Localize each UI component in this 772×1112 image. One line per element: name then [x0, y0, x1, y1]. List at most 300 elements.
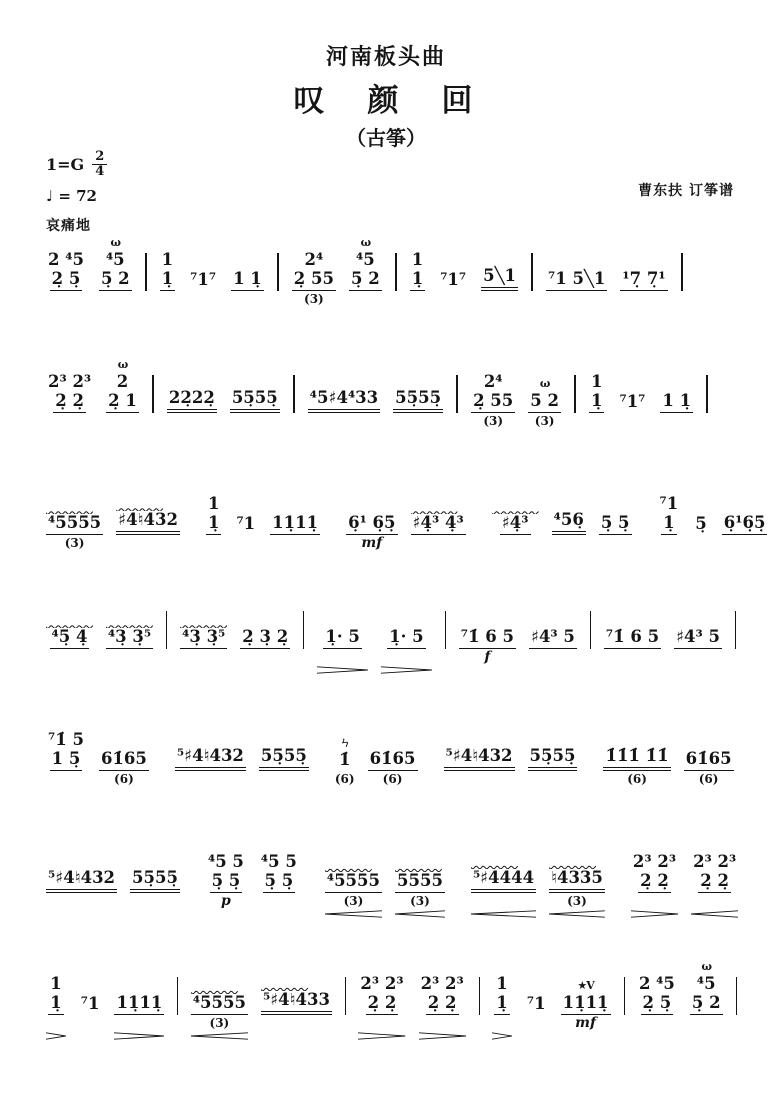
- note-digits: [525, 995, 548, 1014]
- ornament-slot: [636, 732, 639, 747]
- system-4: [46, 602, 736, 674]
- note-row: ⁷1̇ 5: [48, 729, 84, 749]
- note-group: [99, 735, 149, 795]
- barline: [293, 375, 295, 413]
- note-group: [240, 613, 290, 673]
- note-group: [191, 983, 248, 1039]
- time-signature: [92, 150, 107, 178]
- note-digits: [674, 628, 722, 648]
- hairpin-slot: [410, 308, 425, 316]
- note-row: ⁵♯4444: [471, 869, 536, 892]
- ornament-slot: [551, 732, 554, 747]
- ornament-slot: [614, 499, 617, 514]
- barline: [590, 611, 591, 649]
- tuplet-label: (3): [209, 1015, 230, 1030]
- hairpin-slot: [79, 1032, 102, 1040]
- note-row: ⁴5: [105, 250, 125, 269]
- note-group: [270, 499, 320, 559]
- ornament-slot: [294, 499, 297, 514]
- note-group: [599, 499, 632, 559]
- ornament-slot: [631, 378, 634, 393]
- tuplet-label: (3): [534, 413, 555, 428]
- ornament-slot: [343, 374, 346, 389]
- note-group: [604, 613, 661, 673]
- below-slot: [652, 893, 656, 910]
- below-slot: [440, 1015, 444, 1032]
- note-digits: [358, 975, 405, 1015]
- note-digits: [160, 251, 175, 291]
- hairpin-slot: [444, 788, 515, 796]
- tuplet-label: (3): [304, 291, 324, 306]
- note-row: 1: [411, 250, 424, 269]
- note-row: 11̣11̣: [561, 994, 611, 1014]
- below-slot: [67, 413, 71, 430]
- system-2: [46, 358, 736, 438]
- hairpin-slot: [259, 788, 309, 796]
- below-slot: [696, 649, 700, 666]
- note-digits: [620, 270, 667, 290]
- note-group: [106, 358, 139, 438]
- note-digits: [46, 869, 117, 892]
- hairpin-slot: [99, 788, 149, 796]
- note-group: [658, 480, 681, 560]
- note-digits: [46, 514, 103, 534]
- note-digits: [188, 271, 218, 290]
- note-digits: [270, 514, 320, 534]
- hairpin-slot: [411, 552, 466, 560]
- barline: [303, 611, 304, 649]
- ornament-slot: [567, 496, 570, 511]
- ornament-slot: [65, 236, 68, 251]
- note-row: ⁵♯4♮432: [46, 869, 117, 892]
- note-digits: [206, 853, 246, 893]
- arranger-credit: 曹东扶 订筝谱: [638, 183, 734, 199]
- note-row: 2 ⁴5: [638, 973, 675, 993]
- crescendo-hairpin: [471, 910, 536, 918]
- note-row: ⁵♯4♮433: [261, 991, 332, 1014]
- note-row: 1̣· 5: [387, 628, 425, 648]
- below-slot: [550, 771, 554, 788]
- note-group: [230, 374, 280, 437]
- below-slot: [595, 413, 599, 430]
- note-group: [684, 735, 734, 795]
- hairpin-slot: [308, 430, 380, 438]
- key-signature: [46, 150, 107, 178]
- note-row: ♯4̣³: [500, 514, 531, 534]
- below-slot: [699, 535, 703, 552]
- note-row: ⁴5: [355, 250, 375, 269]
- note-row: 5╲1: [481, 267, 518, 290]
- ornament-slot: [675, 377, 678, 392]
- note-group: [175, 732, 246, 795]
- hairpin-slot: [46, 430, 93, 438]
- note-row: ♯4³ 5: [674, 628, 722, 648]
- hairpin-slot: [393, 430, 443, 438]
- score-systems: [36, 236, 766, 1040]
- note-row: 61̇65: [368, 750, 418, 770]
- note-digits: [561, 994, 611, 1014]
- barline: [445, 611, 446, 649]
- ornament-mark: ★V: [577, 979, 594, 993]
- note-group: [180, 617, 227, 673]
- note-row: ⁴5555: [325, 872, 382, 892]
- ornament-slot: [416, 236, 419, 251]
- below-slot: [263, 649, 267, 666]
- ornament-mark: ㄣ: [339, 736, 350, 750]
- note-row: 5̣ 5̣: [263, 872, 296, 892]
- note-group: [79, 980, 102, 1039]
- ornament-slot: [89, 980, 92, 995]
- below-slot: [201, 291, 205, 308]
- below-slot: [244, 535, 248, 552]
- note-row: 55̣55̣: [130, 869, 180, 892]
- below-slot: [513, 535, 517, 552]
- ornament-slot: [138, 979, 141, 994]
- below-slot: [704, 1015, 708, 1032]
- note-group: [546, 255, 607, 315]
- note-digits: [691, 853, 738, 893]
- ornament-slot: [743, 499, 746, 514]
- ornament-slot: [697, 613, 700, 628]
- below-slot: [64, 291, 68, 308]
- hairpin-slot: [552, 552, 586, 560]
- crescendo-hairpin: [395, 910, 445, 918]
- note-digits: [444, 747, 515, 770]
- below-slot: [253, 413, 257, 430]
- note-group: [106, 617, 153, 673]
- hairpin-slot: [46, 308, 86, 316]
- ornament-slot: [80, 854, 83, 869]
- barline: [531, 253, 533, 291]
- system-6: [46, 838, 736, 918]
- note-group: [674, 613, 722, 673]
- note-row: 2³ 2³: [632, 851, 677, 871]
- diminuendo-hairpin: [317, 666, 368, 674]
- diminuendo-hairpin: [381, 666, 432, 674]
- note-digits: [325, 872, 382, 892]
- note-row: 2³ 2³: [693, 851, 737, 871]
- ornament-slot: [54, 960, 57, 975]
- note-digits: [79, 995, 102, 1014]
- note-group: [492, 503, 539, 559]
- note-group: [419, 960, 466, 1040]
- note-row: 1: [590, 371, 603, 391]
- note-group: [529, 613, 577, 673]
- hairpin-slot: [240, 666, 290, 674]
- note-group: [325, 861, 382, 917]
- below-slot: [342, 413, 346, 430]
- note-group: [693, 500, 708, 559]
- note-group: [620, 255, 667, 315]
- below-slot: [113, 291, 117, 308]
- note-row: 55̣55̣: [393, 389, 443, 412]
- below-slot: [742, 535, 746, 552]
- hairpin-slot: [130, 910, 180, 918]
- hairpin-slot: [599, 552, 632, 560]
- note-digits: [684, 750, 734, 770]
- note-digits: [99, 750, 149, 770]
- note-row: ⁷1⁷: [440, 270, 467, 290]
- note-digits: [471, 373, 515, 413]
- ornament-slot: [501, 960, 504, 975]
- ornament-slot: [225, 838, 228, 853]
- note-digits: [500, 514, 531, 534]
- ornament-slot: [246, 255, 249, 270]
- note-row: 1̣: [589, 392, 604, 412]
- note-group: [722, 499, 768, 559]
- note-group: [358, 960, 405, 1040]
- note-digits: [419, 975, 466, 1015]
- note-group: [46, 236, 86, 316]
- note-digits: [410, 251, 425, 291]
- note-row: 2̣ 5̣: [50, 270, 83, 290]
- note-row: 5̣: [695, 514, 707, 534]
- ornament-slot: [202, 256, 205, 271]
- note-digits: [346, 514, 397, 534]
- below-slot: [501, 893, 505, 910]
- note-group: [349, 236, 382, 316]
- ornament-mark: ω: [110, 236, 121, 249]
- hairpin-slot: [46, 788, 86, 796]
- note-group: [552, 496, 586, 559]
- dynamic-marking: mf: [575, 1014, 596, 1031]
- key-label: 1=G: [46, 154, 85, 174]
- hairpin-slot: [492, 552, 539, 560]
- hairpin-slot: [106, 430, 139, 438]
- note-group: [410, 236, 425, 316]
- note-digits: [494, 975, 509, 1015]
- barline: [395, 253, 397, 291]
- crescendo-hairpin: [691, 910, 738, 918]
- note-digits: [46, 251, 86, 291]
- note-digits: [549, 869, 605, 892]
- below-slot: [477, 771, 481, 788]
- note-group: [46, 854, 117, 917]
- hairpin-slot: [481, 308, 518, 316]
- note-row: 5̣ 2: [690, 994, 723, 1014]
- below-slot: [54, 1015, 58, 1032]
- dynamic-marking: mf: [361, 534, 383, 551]
- note-group: [46, 960, 66, 1040]
- hairpin-slot: [528, 430, 561, 438]
- barline: [456, 375, 458, 413]
- note-row: 55̣55̣: [230, 389, 280, 412]
- note-group: [444, 732, 515, 795]
- diminuendo-hairpin: [114, 1032, 164, 1040]
- system-3: [46, 480, 766, 560]
- note-digits: [191, 994, 248, 1014]
- note-digits: [231, 270, 264, 290]
- tuplet-label: (3): [64, 535, 85, 550]
- note-digits: [180, 628, 227, 648]
- note-row: 2̣ 2̣: [426, 994, 459, 1014]
- hairpin-slot: [617, 430, 647, 438]
- hairpin-slot: [546, 308, 607, 316]
- note-digits: [528, 747, 578, 770]
- note-group: [528, 377, 561, 437]
- below-slot: [137, 1015, 141, 1032]
- note-row: 1̣: [410, 270, 425, 290]
- ornament-mark: ω: [117, 357, 128, 371]
- note-row: ⁴5♯4⁴33: [308, 389, 380, 412]
- note-digits: [722, 514, 768, 534]
- note-group: [691, 838, 738, 918]
- note-digits: [292, 251, 336, 291]
- hairpin-slot: [261, 1032, 332, 1040]
- note-row: ⁴56̣: [552, 511, 586, 534]
- note-row: 2̣ 55: [471, 392, 515, 412]
- hairpin-slot: [292, 308, 336, 316]
- note-row: ⁴5̣ 4̣: [50, 628, 90, 648]
- note-row: ⁷1 5╲1: [546, 270, 607, 290]
- hairpin-slot: [46, 552, 103, 560]
- note-digits: [603, 747, 670, 770]
- note-row: 5̣ 5̣: [210, 872, 243, 892]
- below-slot: [88, 1015, 92, 1032]
- barline: [277, 253, 279, 291]
- note-row: 2̣ 1: [106, 392, 139, 412]
- note-digits: [528, 392, 561, 412]
- note-group: [292, 236, 336, 316]
- note-row: 11̣11̣: [114, 994, 164, 1014]
- note-row: ⁷1: [80, 994, 100, 1014]
- note-row: 6̣¹6̣5̣: [722, 514, 768, 534]
- note-group: [481, 252, 518, 315]
- hairpin-slot: [175, 788, 246, 796]
- barline: [166, 611, 167, 649]
- hairpin-slot: [693, 552, 708, 560]
- note-digits: [48, 975, 63, 1015]
- hairpin-slot: [529, 666, 577, 674]
- note-digits: [175, 747, 246, 770]
- note-row: ⁵♯4♮432: [175, 747, 246, 770]
- note-digits: [459, 628, 516, 648]
- tuplet-label: (6): [114, 771, 134, 786]
- hairpin-slot: [160, 308, 175, 316]
- note-group: [459, 613, 516, 673]
- note-row: 2̣ 55: [292, 270, 336, 290]
- ornament-slot: [277, 838, 280, 853]
- system-7: [46, 960, 736, 1040]
- note-group: [167, 374, 217, 437]
- note-digits: [130, 869, 180, 892]
- note-row: ⁷1̇ 6 5: [459, 628, 516, 648]
- ornament-slot: [370, 499, 373, 514]
- diminuendo-hairpin: [358, 1032, 405, 1040]
- note-digits: [206, 495, 221, 535]
- hairpin-slot: [231, 308, 264, 316]
- note-group: [308, 374, 380, 437]
- hairpin-slot: [46, 910, 117, 918]
- barline: [735, 611, 736, 649]
- ornament-slot: [486, 613, 489, 628]
- ornament-slot: [492, 358, 495, 373]
- note-digits: [411, 514, 466, 534]
- note-row: 2̣ 2̣: [638, 872, 671, 892]
- system-5: [46, 716, 736, 796]
- note-group: [46, 716, 86, 796]
- note-group: [492, 960, 512, 1040]
- tuplet-label: (6): [334, 771, 355, 786]
- below-slot: [642, 291, 646, 308]
- hairpin-slot: [206, 552, 221, 560]
- note-digits: [368, 750, 418, 770]
- note-group: [188, 256, 218, 315]
- ornament-slot: [166, 236, 169, 251]
- crescendo-hairpin: [325, 910, 382, 918]
- note-row: ⁷1: [236, 514, 256, 534]
- note-row: ⁵♯4♮432: [444, 747, 515, 770]
- below-slot: [451, 291, 455, 308]
- note-digits: [481, 267, 518, 290]
- note-row: ⁴3̣ 3̣⁵: [180, 628, 227, 648]
- tempo-marking: [46, 187, 107, 205]
- note-group: [438, 256, 468, 315]
- note-row: 55̣55̣: [259, 747, 309, 770]
- note-digits: [471, 869, 536, 892]
- below-slot: [534, 1015, 538, 1032]
- hairpin-slot: [180, 666, 227, 674]
- note-row: ♯4̣³ 4̣³: [411, 514, 466, 534]
- below-slot: [363, 291, 367, 308]
- note-group: [393, 374, 443, 437]
- ornament-slot: [417, 374, 420, 389]
- note-digits: [617, 393, 647, 412]
- tuplet-label: (3): [343, 893, 364, 908]
- hairpin-slot: [658, 552, 681, 560]
- note-row: 5̣ 2: [349, 270, 382, 290]
- note-group: [116, 500, 180, 559]
- note-row: ⁴5555: [191, 994, 248, 1014]
- ornament-slot: [212, 480, 215, 495]
- hairpin-slot: [259, 910, 299, 918]
- note-row: 1̣: [48, 994, 63, 1014]
- note-digits: [349, 251, 382, 291]
- note-digits: [658, 495, 681, 535]
- note-digits: [240, 628, 290, 648]
- note-row: ⁷1̇ 6 5: [604, 628, 661, 648]
- ornament-slot: [68, 358, 71, 373]
- note-group: [617, 378, 647, 437]
- note-digits: [116, 511, 180, 534]
- note-digits: [230, 389, 280, 412]
- note-row: 2³ 2³: [48, 371, 92, 391]
- below-slot: [120, 413, 124, 430]
- note-row: 1 1̣: [231, 270, 264, 290]
- below-slot: [551, 649, 555, 666]
- below-slot: [500, 1015, 504, 1032]
- note-group: [259, 732, 309, 795]
- note-row: 5 2: [528, 392, 561, 412]
- note-digits: [50, 628, 90, 648]
- below-slot: [713, 893, 717, 910]
- below-slot: [380, 1015, 384, 1032]
- note-group: [603, 732, 670, 795]
- note-row: ⁴5 5: [207, 851, 244, 871]
- tuplet-label: (3): [483, 413, 504, 428]
- barline: [706, 375, 708, 413]
- note-digits: [552, 511, 586, 534]
- note-row: 1 5̣: [50, 750, 83, 770]
- below-slot: [64, 771, 68, 788]
- note-row: ♯4³ 5: [529, 628, 577, 648]
- key-tempo-block: [46, 150, 107, 235]
- note-group: [471, 858, 536, 917]
- below-slot: [67, 649, 71, 666]
- hairpin-slot: [471, 430, 515, 438]
- note-row: 2̣ 2̣: [698, 872, 731, 892]
- note-row: 1 1̣: [660, 392, 693, 412]
